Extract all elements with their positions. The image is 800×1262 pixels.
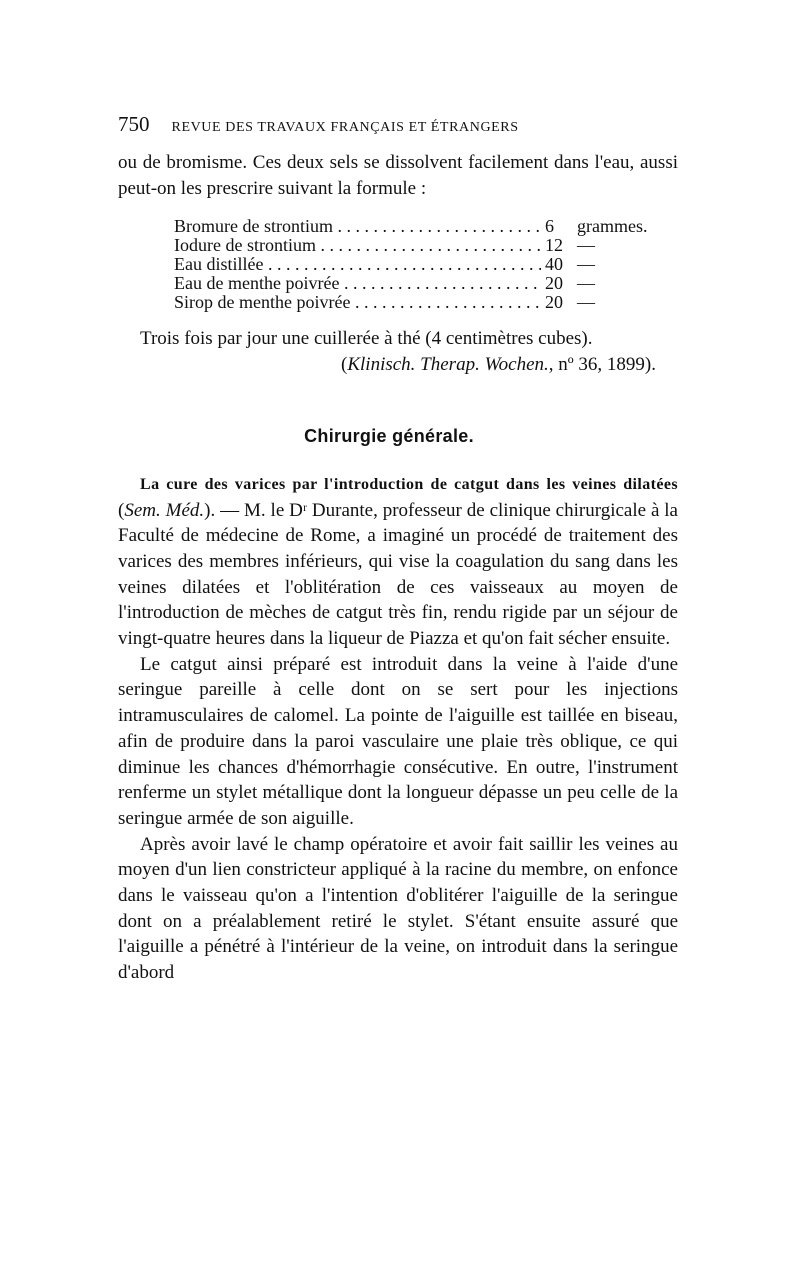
formula-unit: — (577, 273, 595, 294)
formula-unit: grammes. (577, 216, 648, 237)
article-paragraph-2: Le catgut ainsi préparé est introduit dans la veine à l'aide d'une seringue pareille à celle dont on se sert pour les injections intramusculaires de calomel. La pointe de l'aiguille est taillée en biseau, afin de produire dans la paroi vasculaire une plaie très oblique, ce qui diminue les chances d'hémorrhagie consécutive. En outre, l'instrument renferme un stylet métallique dont la longueur dépasse un peu celle de la seringue armée de son aiguille. (118, 653, 678, 829)
intro-paragraph: ou de bromisme. Ces deux sels se dissolvent facilement dans l'eau, aussi peut-on les prescrire suivant la formule : (118, 152, 678, 199)
formula-row (174, 217, 679, 236)
dosage-instruction: Trois fois par jour une cuillerée à thé (4 centimètres cubes). (140, 328, 593, 350)
formula-row (174, 274, 679, 293)
source-citation: (Klinisch. Therap. Wochen., nº 36, 1899). (341, 354, 656, 376)
formula-ingredient: Eau distillée . . . (174, 255, 541, 274)
formula-table (174, 217, 679, 312)
formula-quantity: 6 (545, 216, 554, 237)
article-citation: Sem. Méd. (124, 499, 205, 521)
source-details: , nº 36, 1899). (548, 354, 656, 376)
formula-row (174, 255, 679, 274)
formula-ingredient: Bromure de strontium . . . (174, 217, 541, 236)
formula-unit: — (577, 235, 595, 256)
article-paragraph-1 (118, 471, 678, 652)
formula-row (174, 293, 679, 312)
formula-quantity: 20 (545, 273, 563, 294)
article-title: La cure des varices par l'introduction de catgut dans les veines dilatées (140, 475, 678, 493)
formula-unit: — (577, 254, 595, 275)
formula-quantity: 40 (545, 254, 563, 275)
page-number: 750 (118, 112, 150, 136)
citation-close: ). (204, 499, 216, 521)
formula-ingredient: Eau de menthe poivrée . . . (174, 274, 541, 293)
formula-quantity: 20 (545, 292, 563, 313)
article-paragraph-3: Après avoir lavé le champ opératoire et avoir fait saillir les veines au moyen d'un lien constricteur appliqué à la racine du membre, on enfonce dans le vaisseau qu'on a l'intention d'oblitérer l'aiguille de la seringue dont on a préalablement retiré le stylet. S'étant ensuite assuré que l'aiguille a pénétré à l'intérieur de la veine, on introduit dans la seringue d'abord (118, 833, 678, 984)
source-journal: Klinisch. Therap. Wochen. (347, 354, 549, 376)
running-title: REVUE DES TRAVAUX FRANÇAIS ET ÉTRANGERS (171, 120, 519, 135)
article-paragraph-1-text: — M. le Dʳ Durante, professeur de clinique chirurgicale à la Faculté de médecine de Rome, a imaginé un procédé de traitement des varices des membres inférieurs, qui vise la coagulation du sang dans les veines dilatées et l'oblitération de ces vaisseaux au moyen de l'introduction de mèches de catgut très fin, rendu rigide par un séjour de vingt-quatre heures dans la liqueur de Piazza et qu'on fait sécher ensuite. (118, 499, 678, 650)
running-head (118, 112, 678, 142)
formula-quantity: 12 (545, 235, 563, 256)
formula-unit: — (577, 292, 595, 313)
formula-ingredient: Iodure de strontium . . . (174, 236, 541, 255)
page (118, 112, 678, 986)
citation-open: ( (118, 499, 125, 521)
section-heading: Chirurgie générale. (304, 425, 474, 446)
formula-row (174, 236, 679, 255)
formula-ingredient: Sirop de menthe poivrée . . . (174, 293, 541, 312)
